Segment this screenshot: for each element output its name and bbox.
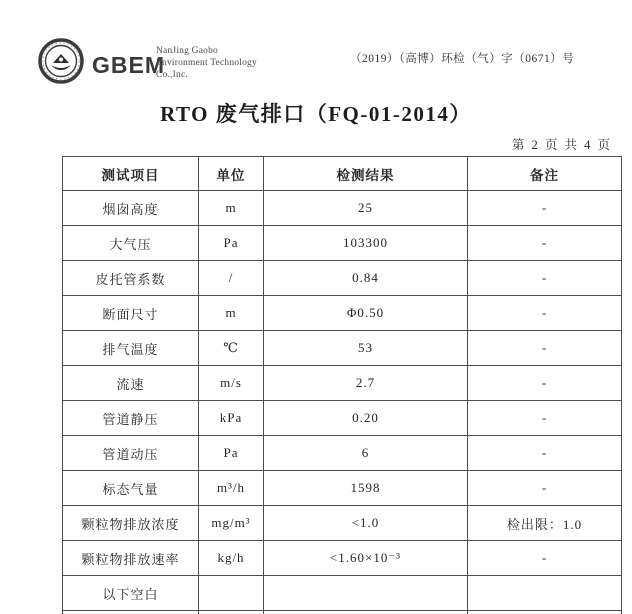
cell-item: 管道静压 [63,401,199,436]
cell-note: - [468,331,622,366]
gbem-seal-icon [38,38,84,84]
page-number-indicator: 第 2 页 共 4 页 [511,138,612,152]
page-title: RTO 废气排口（FQ-01-2014） [160,102,472,126]
column-header: 单位 [199,157,264,191]
cell-item: 大气压 [63,226,199,261]
cell-unit: Pa [199,436,264,471]
cell-item [63,611,199,614]
cell-item: 以下空白 [63,576,199,611]
cell-note: - [468,401,622,436]
cell-result [264,576,468,611]
table-row [63,401,622,436]
cell-result: Φ0.50 [264,296,468,331]
cell-note: - [468,471,622,506]
cell-item: 流速 [63,366,199,401]
column-header: 备注 [468,157,622,191]
table-row [63,226,622,261]
cell-result: 103300 [264,226,468,261]
table-row [63,191,622,226]
cell-note: - [468,226,622,261]
table-row [63,261,622,296]
cell-item: 烟囱高度 [63,191,199,226]
table-row [63,611,622,614]
cell-result: 1598 [264,471,468,506]
cell-item: 管道动压 [63,436,199,471]
cell-item: 皮托管系数 [63,261,199,296]
test-results-table [62,156,622,614]
cell-unit: m [199,296,264,331]
cell-unit: ℃ [199,331,264,366]
cell-result: 0.84 [264,261,468,296]
company-name-line: NanJing Gaobo [156,46,218,56]
cell-item: 排气温度 [63,331,199,366]
company-name [156,45,257,81]
cell-item: 颗粒物排放浓度 [63,506,199,541]
table-header-row [63,157,622,191]
cell-result: 25 [264,191,468,226]
cell-unit: m/s [199,366,264,401]
cell-note: - [468,366,622,401]
cell-result [264,611,468,614]
table-row [63,576,622,611]
cell-result: 6 [264,436,468,471]
cell-note [468,576,622,611]
cell-unit [199,611,264,614]
cell-item: 标态气量 [63,471,199,506]
table-row [63,506,622,541]
cell-result: <1.60×10⁻³ [264,541,468,576]
cell-note: 检出限：1.0 [468,506,622,541]
cell-unit: kPa [199,401,264,436]
table-row [63,471,622,506]
cell-unit: m [199,191,264,226]
document-number: （2019）（高博）环检（气）字（0671）号 [350,53,575,65]
table-row [63,436,622,471]
cell-note: - [468,261,622,296]
cell-unit [199,576,264,611]
cell-result: <1.0 [264,506,468,541]
cell-result: 2.7 [264,366,468,401]
cell-note: - [468,191,622,226]
report-header [0,0,632,92]
company-name-line: Environment Technology [156,58,257,68]
table-row [63,366,622,401]
cell-unit: mg/m³ [199,506,264,541]
cell-item: 颗粒物排放速率 [63,541,199,576]
column-header: 检测结果 [264,157,468,191]
cell-result: 0.20 [264,401,468,436]
company-name-line: Co.,Inc. [156,70,188,80]
cell-note: - [468,296,622,331]
cell-item: 断面尺寸 [63,296,199,331]
cell-unit: / [199,261,264,296]
column-header: 测试项目 [63,157,199,191]
cell-unit: Pa [199,226,264,261]
table-row [63,296,622,331]
table-row [63,541,622,576]
cell-note [468,611,622,614]
cell-note: - [468,436,622,471]
cell-result: 53 [264,331,468,366]
logo-wordmark: GBEM [92,52,165,78]
cell-unit: m³/h [199,471,264,506]
table-row [63,331,622,366]
cell-note: - [468,541,622,576]
cell-unit: kg/h [199,541,264,576]
